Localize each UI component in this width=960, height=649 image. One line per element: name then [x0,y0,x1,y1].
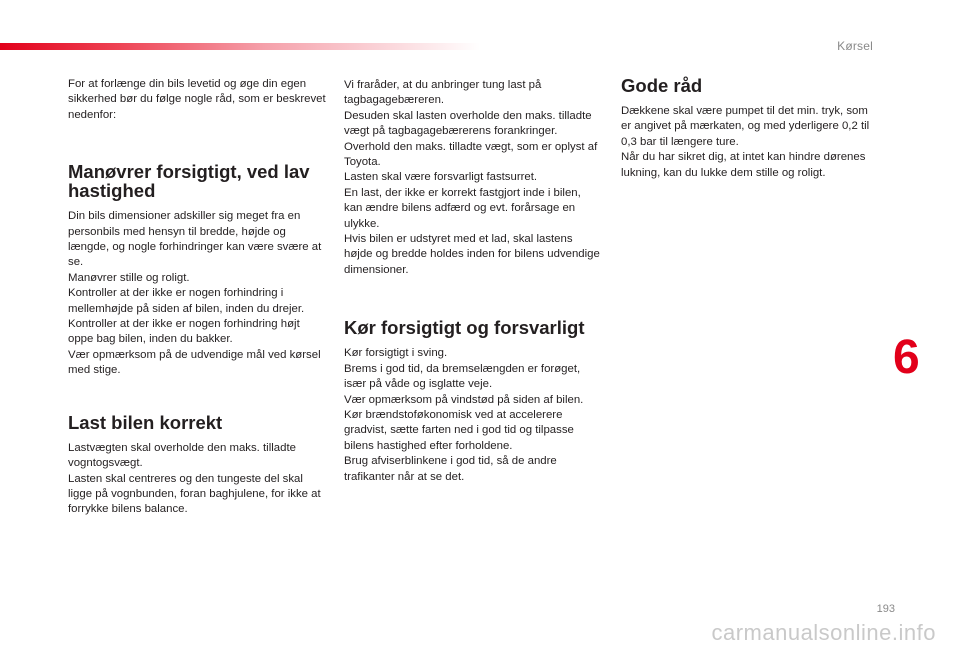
paragraph: Kontroller at der ikke er nogen forhindring i mellemhøjde på siden af bilen, inden du drejer. [68,287,305,315]
good-advice-body [621,104,879,181]
roof-load-body [344,78,602,278]
paragraph: Kør forsigtigt i sving. [344,347,448,360]
paragraph: Vær opmærksom på de udvendige mål ved kørsel med stige. [68,348,321,377]
column-2 [344,78,602,485]
section-title: Kørsel [837,39,873,53]
paragraph: Lasten skal være forsvarligt fastsurret. [344,171,538,184]
heading-drive-carefully: Kør forsigtigt og forsvarligt [344,317,585,339]
heading-load: Last bilen korrekt [68,411,223,433]
column-1 [68,77,326,518]
drive-carefully-body [344,346,602,485]
paragraph: Vi fraråder, at du anbringer tung last på tagbagagebæreren. [344,79,542,107]
watermark: carmanualsonline.info [711,620,936,645]
paragraph: Brug afviserblinkene i god tid, så de andre trafikanter når at se det. [344,455,557,483]
heading-good-advice: Gode råd [621,75,703,96]
page-number: 193 [876,603,895,615]
paragraph: Manøvrer stille og roligt. [68,271,190,284]
paragraph: Vær opmærksom på vindstød på siden af bilen. [344,393,584,406]
paragraph: Hvis bilen er udstyret med et lad, skal lastens højde og bredde holdes inden for bilens udvendige dimensioner. [344,233,600,276]
paragraph: Brems i god tid, da bremselængden er forøget, især på våde og isglatte veje. [344,362,581,391]
column-3 [621,76,879,181]
paragraph: Dækkene skal være pumpet til det min. tryk, som er angivet på mærkaten, og med yderligere 0,2 til 0,3 bar til længere ture. [621,105,870,148]
header-accent-bar [0,43,480,50]
heading-maneuver: Manøvrer forsigtigt, ved lav hastighed [68,161,310,202]
maneuver-body [68,209,326,378]
paragraph: En last, der ikke er korrekt fastgjort inde i bilen, kan ændre bilens adfærd og evt. forårsage en ulykke. [344,186,581,230]
load-body [68,441,326,518]
intro-text: For at forlænge din bils levetid og øge din egen sikkerhed bør du følge nogle råd, som er beskrevet nedenfor: [68,78,326,121]
chapter-number: 6 [893,331,920,384]
paragraph: Din bils dimensioner adskiller sig meget fra en personbils med hensyn til bredde, højde og længde, og nogle forhindringer kan være svære at se. [68,210,322,269]
paragraph: Lastvægten skal overholde den maks. tilladte vogntogsvægt. [68,441,296,470]
paragraph: Kør brændstoføkonomisk ved at accelerere gradvist, sætte farten ned i god tid og tilpasse bilens hastighed efter forholdene. [344,408,574,452]
paragraph: Kontroller at der ikke er nogen forhindring højt oppe bag bilen, inden du bakker. [68,318,300,346]
paragraph: Desuden skal lasten overholde den maks. tilladte vægt på tagbagagebærerens forankringer. Overhold den maks. tilladte vægt, som er oplyst af Toyota. [344,109,598,169]
paragraph: Lasten skal centreres og den tungeste del skal ligge på vognbunden, foran baghjulene, for ikke at forrykke bilens balance. [68,472,321,516]
paragraph: Når du har sikret dig, at intet kan hindre dørenes lukning, kan du lukke dem stille og roligt. [621,151,866,179]
